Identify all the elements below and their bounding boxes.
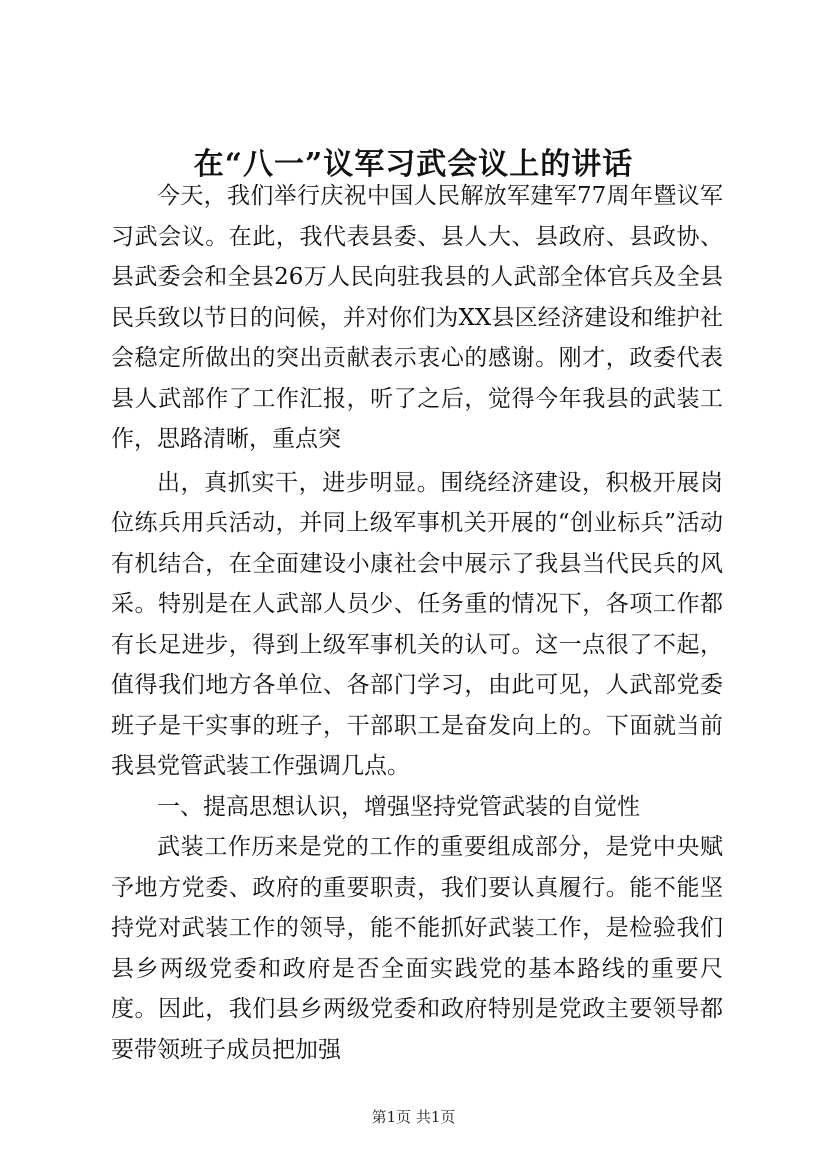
section-heading-1: 一、提高思想认识，增强坚持党管武装的自觉性 <box>157 793 640 820</box>
document-title: 在“八一”议军习武会议上的讲话 <box>193 147 634 182</box>
page-number: 第1页 共1页 <box>371 1108 456 1126</box>
document-body <box>111 176 723 1070</box>
paragraph-section-1: 武装工作历来是党的工作的重要组成部分，是党中央赋予地方党委、政府的重要职责，我们要认真履行。能不能坚持党对武装工作的领导，能不能抓好武装工作，是检验我们县乡两级党委和政府是否全面实践党的基本路线的重要尺度。因此，我们县乡两级党委和政府特别是党政主要领导都要带领班子成员把加强 <box>111 834 723 1063</box>
paragraph-greeting: 今天，我们举行庆祝中国人民解放军建军77周年暨议军习武会议。在此，我代表县委、县人大、县政府、县政协、县武委会和全县26万人民向驻我县的人武部全体官兵及全县民兵致以节日的问候，并对你们为XX县区经济建设和维护社会稳定所做出的突出贡献表示衷心的感谢。刚才，政委代表县人武部作了工作汇报，听了之后，觉得今年我县的武装工作，思路清晰，重点突 <box>111 183 723 452</box>
paragraph-achievements: 出，真抓实干，进步明显。围绕经济建设，积极开展岗位练兵用兵活动，并同上级军事机关开展的“创业标兵”活动有机结合，在全面建设小康社会中展示了我县当代民兵的风采。特别是在人武部人员少、任务重的情况下，各项工作都有长足进步，得到上级军事机关的认可。这一点很了不起，值得我们地方各单位、各部门学习，由此可见，人武部党委班子是干实事的班子，干部职工是奋发向上的。下面就当前我县党管武装工作强调几点。 <box>111 469 723 779</box>
